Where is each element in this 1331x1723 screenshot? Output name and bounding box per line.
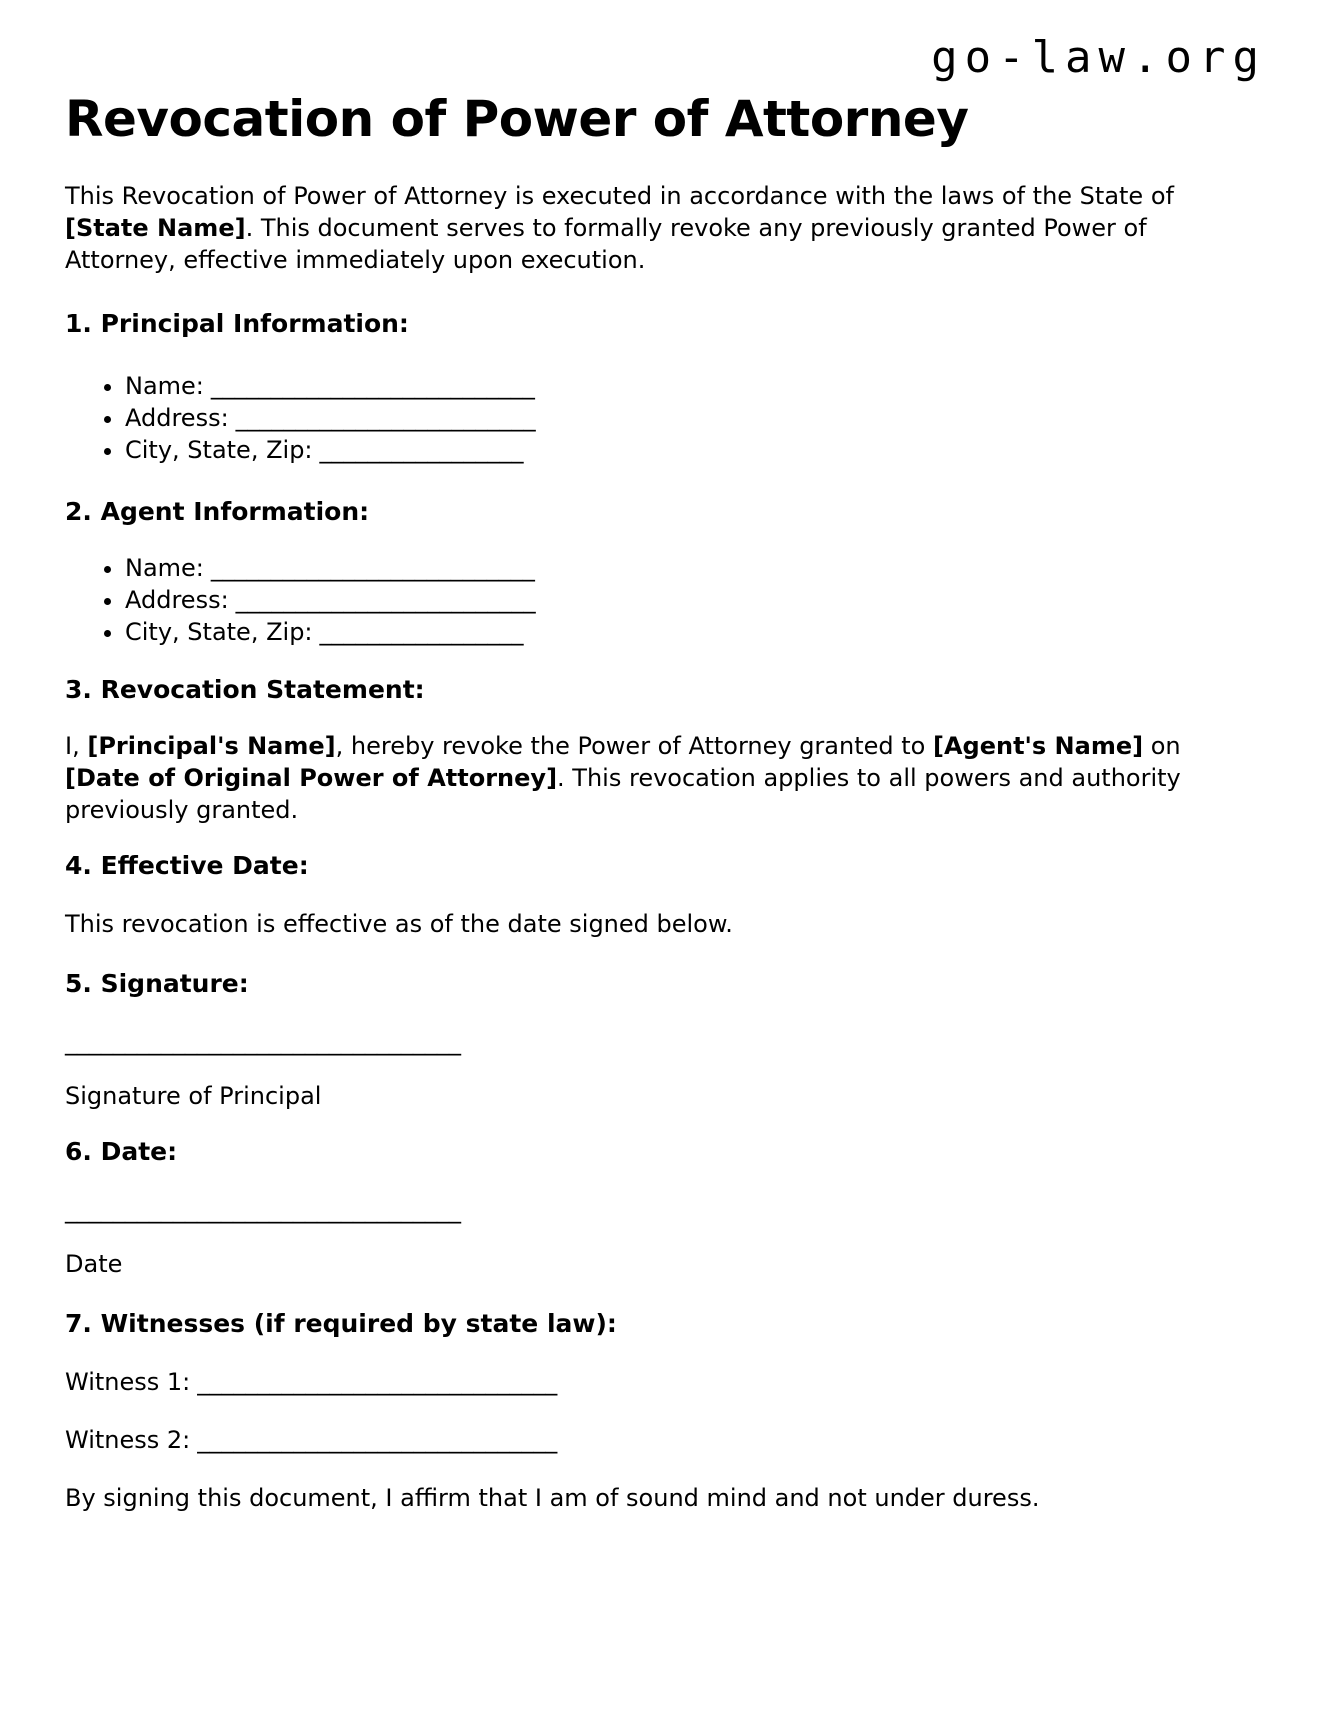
statement-text-1: I, bbox=[65, 732, 88, 760]
principal-field-list bbox=[65, 370, 1266, 466]
field-blank-name: ___________________________ bbox=[210, 554, 535, 582]
section-heading-signature: 5. Signature: bbox=[65, 969, 249, 998]
section-heading-revocation-statement: 3. Revocation Statement: bbox=[65, 675, 425, 704]
field-blank-city-state-zip: _________________ bbox=[319, 436, 524, 464]
intro-text-2: . This document serves to formally revoke any previously granted Power of Attorney, effective immediately upon execution. bbox=[65, 214, 1147, 274]
field-label-city-state-zip: City, State, Zip: bbox=[125, 618, 313, 646]
witness-1-label: Witness 1: bbox=[65, 1368, 191, 1396]
field-label-name: Name: bbox=[125, 554, 204, 582]
revocation-statement-paragraph bbox=[65, 730, 1230, 826]
witness-2-label: Witness 2: bbox=[65, 1426, 191, 1454]
field-label-city-state-zip: City, State, Zip: bbox=[125, 436, 313, 464]
agent-name-row bbox=[125, 552, 1266, 584]
section-heading-agent-information: 2. Agent Information: bbox=[65, 497, 370, 526]
signature-caption: Signature of Principal bbox=[65, 1082, 322, 1110]
statement-text-2: , hereby revoke the Power of Attorney granted to bbox=[335, 732, 933, 760]
witness-2-row bbox=[65, 1424, 1230, 1456]
witness-1-blank: ______________________________ bbox=[197, 1368, 558, 1396]
field-blank-address: _________________________ bbox=[235, 586, 536, 614]
field-blank-address: _________________________ bbox=[235, 404, 536, 432]
field-label-name: Name: bbox=[125, 372, 204, 400]
statement-text-4: . This revocation applies to all powers and authority previously granted. bbox=[65, 764, 1181, 824]
page-title: Revocation of Power of Attorney bbox=[65, 90, 969, 148]
intro-text-1: This Revocation of Power of Attorney is executed in accordance with the laws of the State of bbox=[65, 182, 1174, 210]
field-label-address: Address: bbox=[125, 404, 229, 432]
original-poa-date-placeholder: [Date of Original Power of Attorney] bbox=[65, 764, 558, 792]
date-blank-line: _________________________________ bbox=[65, 1196, 461, 1224]
site-logo: go-law.org bbox=[931, 32, 1266, 83]
section-heading-witnesses: 7. Witnesses (if required by state law): bbox=[65, 1309, 617, 1338]
agent-city-state-zip-row bbox=[125, 616, 1266, 648]
principal-name-row bbox=[125, 370, 1266, 402]
statement-text-3: on bbox=[1143, 732, 1181, 760]
section-heading-principal-information: 1. Principal Information: bbox=[65, 309, 409, 338]
witness-1-row bbox=[65, 1366, 1230, 1398]
agents-name-placeholder: [Agent's Name] bbox=[932, 732, 1144, 760]
principals-name-placeholder: [Principal's Name] bbox=[87, 732, 336, 760]
principal-address-row bbox=[125, 402, 1266, 434]
signature-blank-line: _________________________________ bbox=[65, 1028, 461, 1056]
intro-paragraph bbox=[65, 180, 1230, 276]
witness-2-blank: ______________________________ bbox=[197, 1426, 558, 1454]
field-blank-city-state-zip: _________________ bbox=[319, 618, 524, 646]
state-name-placeholder: [State Name] bbox=[65, 214, 246, 242]
closing-affirmation: By signing this document, I affirm that I am of sound mind and not under duress. bbox=[65, 1484, 1040, 1512]
section-heading-date: 6. Date: bbox=[65, 1137, 178, 1166]
field-blank-name: ___________________________ bbox=[210, 372, 535, 400]
section-heading-effective-date: 4. Effective Date: bbox=[65, 851, 309, 880]
agent-field-list bbox=[65, 552, 1266, 648]
agent-address-row bbox=[125, 584, 1266, 616]
effective-date-text: This revocation is effective as of the date signed below. bbox=[65, 910, 733, 938]
date-caption: Date bbox=[65, 1250, 123, 1278]
field-label-address: Address: bbox=[125, 586, 229, 614]
principal-city-state-zip-row bbox=[125, 434, 1266, 466]
